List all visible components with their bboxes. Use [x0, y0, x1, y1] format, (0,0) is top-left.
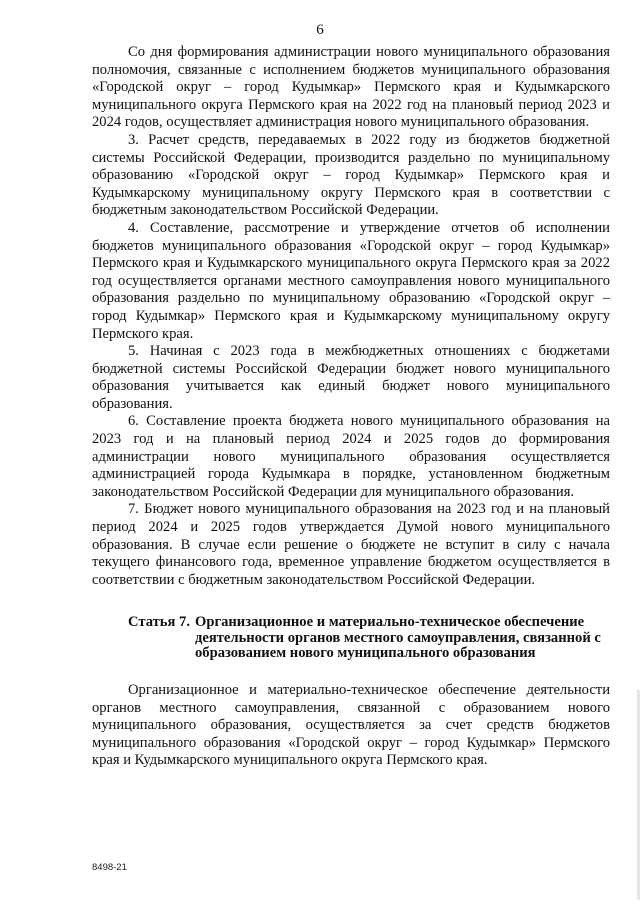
page-number: 6 [316, 22, 324, 38]
paragraph-item-3: 3. Расчет средств, передаваемых в 2022 году из бюджетов бюджетной системы Российской Федерации, производится раздельно по муниципальному образованию «Городской округ – город Кудымкар» Пермского края и Кудымкарскому муниципальному округу Пермского края в соответствии с бюджетным законодательством Российской Федерации. [92, 131, 610, 219]
paragraph-item-6: 6. Составление проекта бюджета нового муниципального образования на 2023 год и на плановый период 2024 и 2025 годов до формирования администрации нового муниципального образования осуществляется администрацией города Кудымкара в порядке, установленном бюджетным законодательством Российской Федерации для муниципального образования. [92, 413, 610, 500]
paragraph-item-5: 5. Начиная с 2023 года в межбюджетных отношениях с бюджетами бюджетной системы Российской Федерации бюджет нового муниципального образования учитывается как единый бюджет нового муниципального образования. [92, 343, 610, 412]
document-code: 8498-21 [92, 862, 127, 873]
article-title: Организационное и материально-техническое обеспечение деятельности органов местного самоуправления, связанной с образованием нового муниципального образования [195, 614, 601, 662]
article-7-paragraph: Организационное и материально-техническое обеспечение деятельности органов местного самоуправления, связанной с образованием нового муниципального образования, осуществляется за счет средств бюджетов муниципального образования «Городской округ – город Кудымкар» Пермского края и Кудымкарского муниципального округа Пермского края. [92, 681, 610, 769]
paragraph-item-4: 4. Составление, рассмотрение и утверждение отчетов об исполнении бюджетов муниципального образования «Городской округ – город Кудымкар» Пермского края и Кудымкарского муниципального округа Пермского края за 2022 год осуществляется органами местного самоуправления нового муниципального образования раздельно по муниципальному образованию «Городской округ – город Кудымкар» Пермского края и Кудымкарскому муниципальному округу Пермского края. [92, 219, 610, 342]
document-body [92, 44, 610, 770]
article-label: Статья 7. [128, 614, 190, 631]
article-7-heading [128, 615, 610, 662]
paragraph-continuation: Со дня формирования администрации нового муниципального образования полномочия, связанные с исполнением бюджетов муниципального образования «Городской округ – город Кудымкар» Пермского края и Кудымкарского муниципального округа Пермского края на 2022 год на плановый период 2023 и 2024 годов, осуществляет администрация нового муниципального образования. [92, 44, 610, 131]
paragraph-item-7: 7. Бюджет нового муниципального образования на 2023 год и на плановый период 2024 и 2025 годов утверждается Думой нового муниципального образования. В случае если решение о бюджете не вступит в силу с начала текущего финансового года, временное управление бюджетом осуществляется в соответствии с бюджетным законодательством Российской Федерации. [92, 501, 610, 588]
